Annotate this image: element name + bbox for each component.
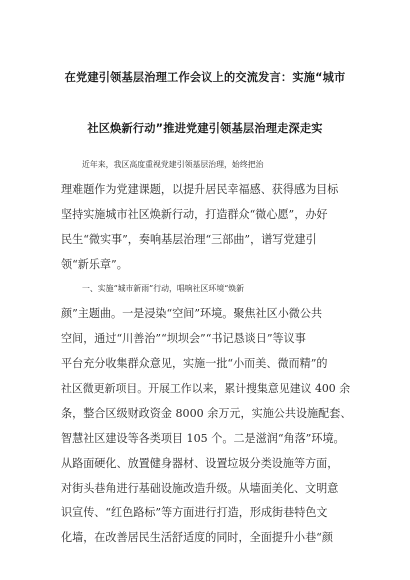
body-line: 社区微更新项目。开展工作以来，累计搜集意见建议 400 余 (61, 382, 351, 396)
body-line: 空间，通过“川善治”“坝坝会”“书记恳谈日”等议事 (61, 332, 306, 346)
body-line: 智慧社区建设等各类项目 105 个。二是滋润“角落”环境。 (61, 431, 345, 445)
body-line: 从路面硬化、放置健身器材、设置垃圾分类设施等方面， (61, 456, 339, 470)
body-line: 近年来，我区高度重视党建引领基层治理，始终把治 (82, 160, 264, 169)
document-body (61, 153, 353, 551)
body-line: 条，整合区级财政资金 8000 余万元，实施公共设施配套、 (61, 406, 352, 420)
body-line: 平台充分收集群众意见，实施一批“小而美、微而精”的 (61, 357, 328, 371)
document-title-line-1: 在党建引领基层治理工作会议上的交流发言：实施“城市 (64, 71, 346, 84)
body-line: 识宣传、“红色路标”等方面进行打造，形成街巷特色文 (61, 506, 328, 520)
body-line: 化墙，在改善居民生活舒适度的同时，全面提升小巷“颜 (61, 531, 333, 545)
body-line: 民生“微实事”，奏响基层治理“三部曲”，谱写党建引 (61, 232, 317, 246)
body-line: 坚持实施城市社区焕新行动，打造群众“微心愿”，办好 (61, 207, 328, 221)
body-line: 颜”主题曲。一是浸染“空间”环境。聚焦社区小微公共 (61, 307, 323, 321)
body-line: 一、实施“城市新雨”行动，唱响社区环境“焕新 (82, 284, 245, 294)
body-line: 对街头巷角进行基础设施改造升级。从墙面美化、文明意 (61, 481, 339, 495)
document-title-line-2: 社区焕新行动”推进党建引领基层治理走深走实 (87, 122, 323, 135)
body-line: 理难题作为党建课题，以提升居民幸福感、获得感为目标 (61, 182, 339, 196)
body-line: 领“新乐章”。 (61, 257, 128, 271)
